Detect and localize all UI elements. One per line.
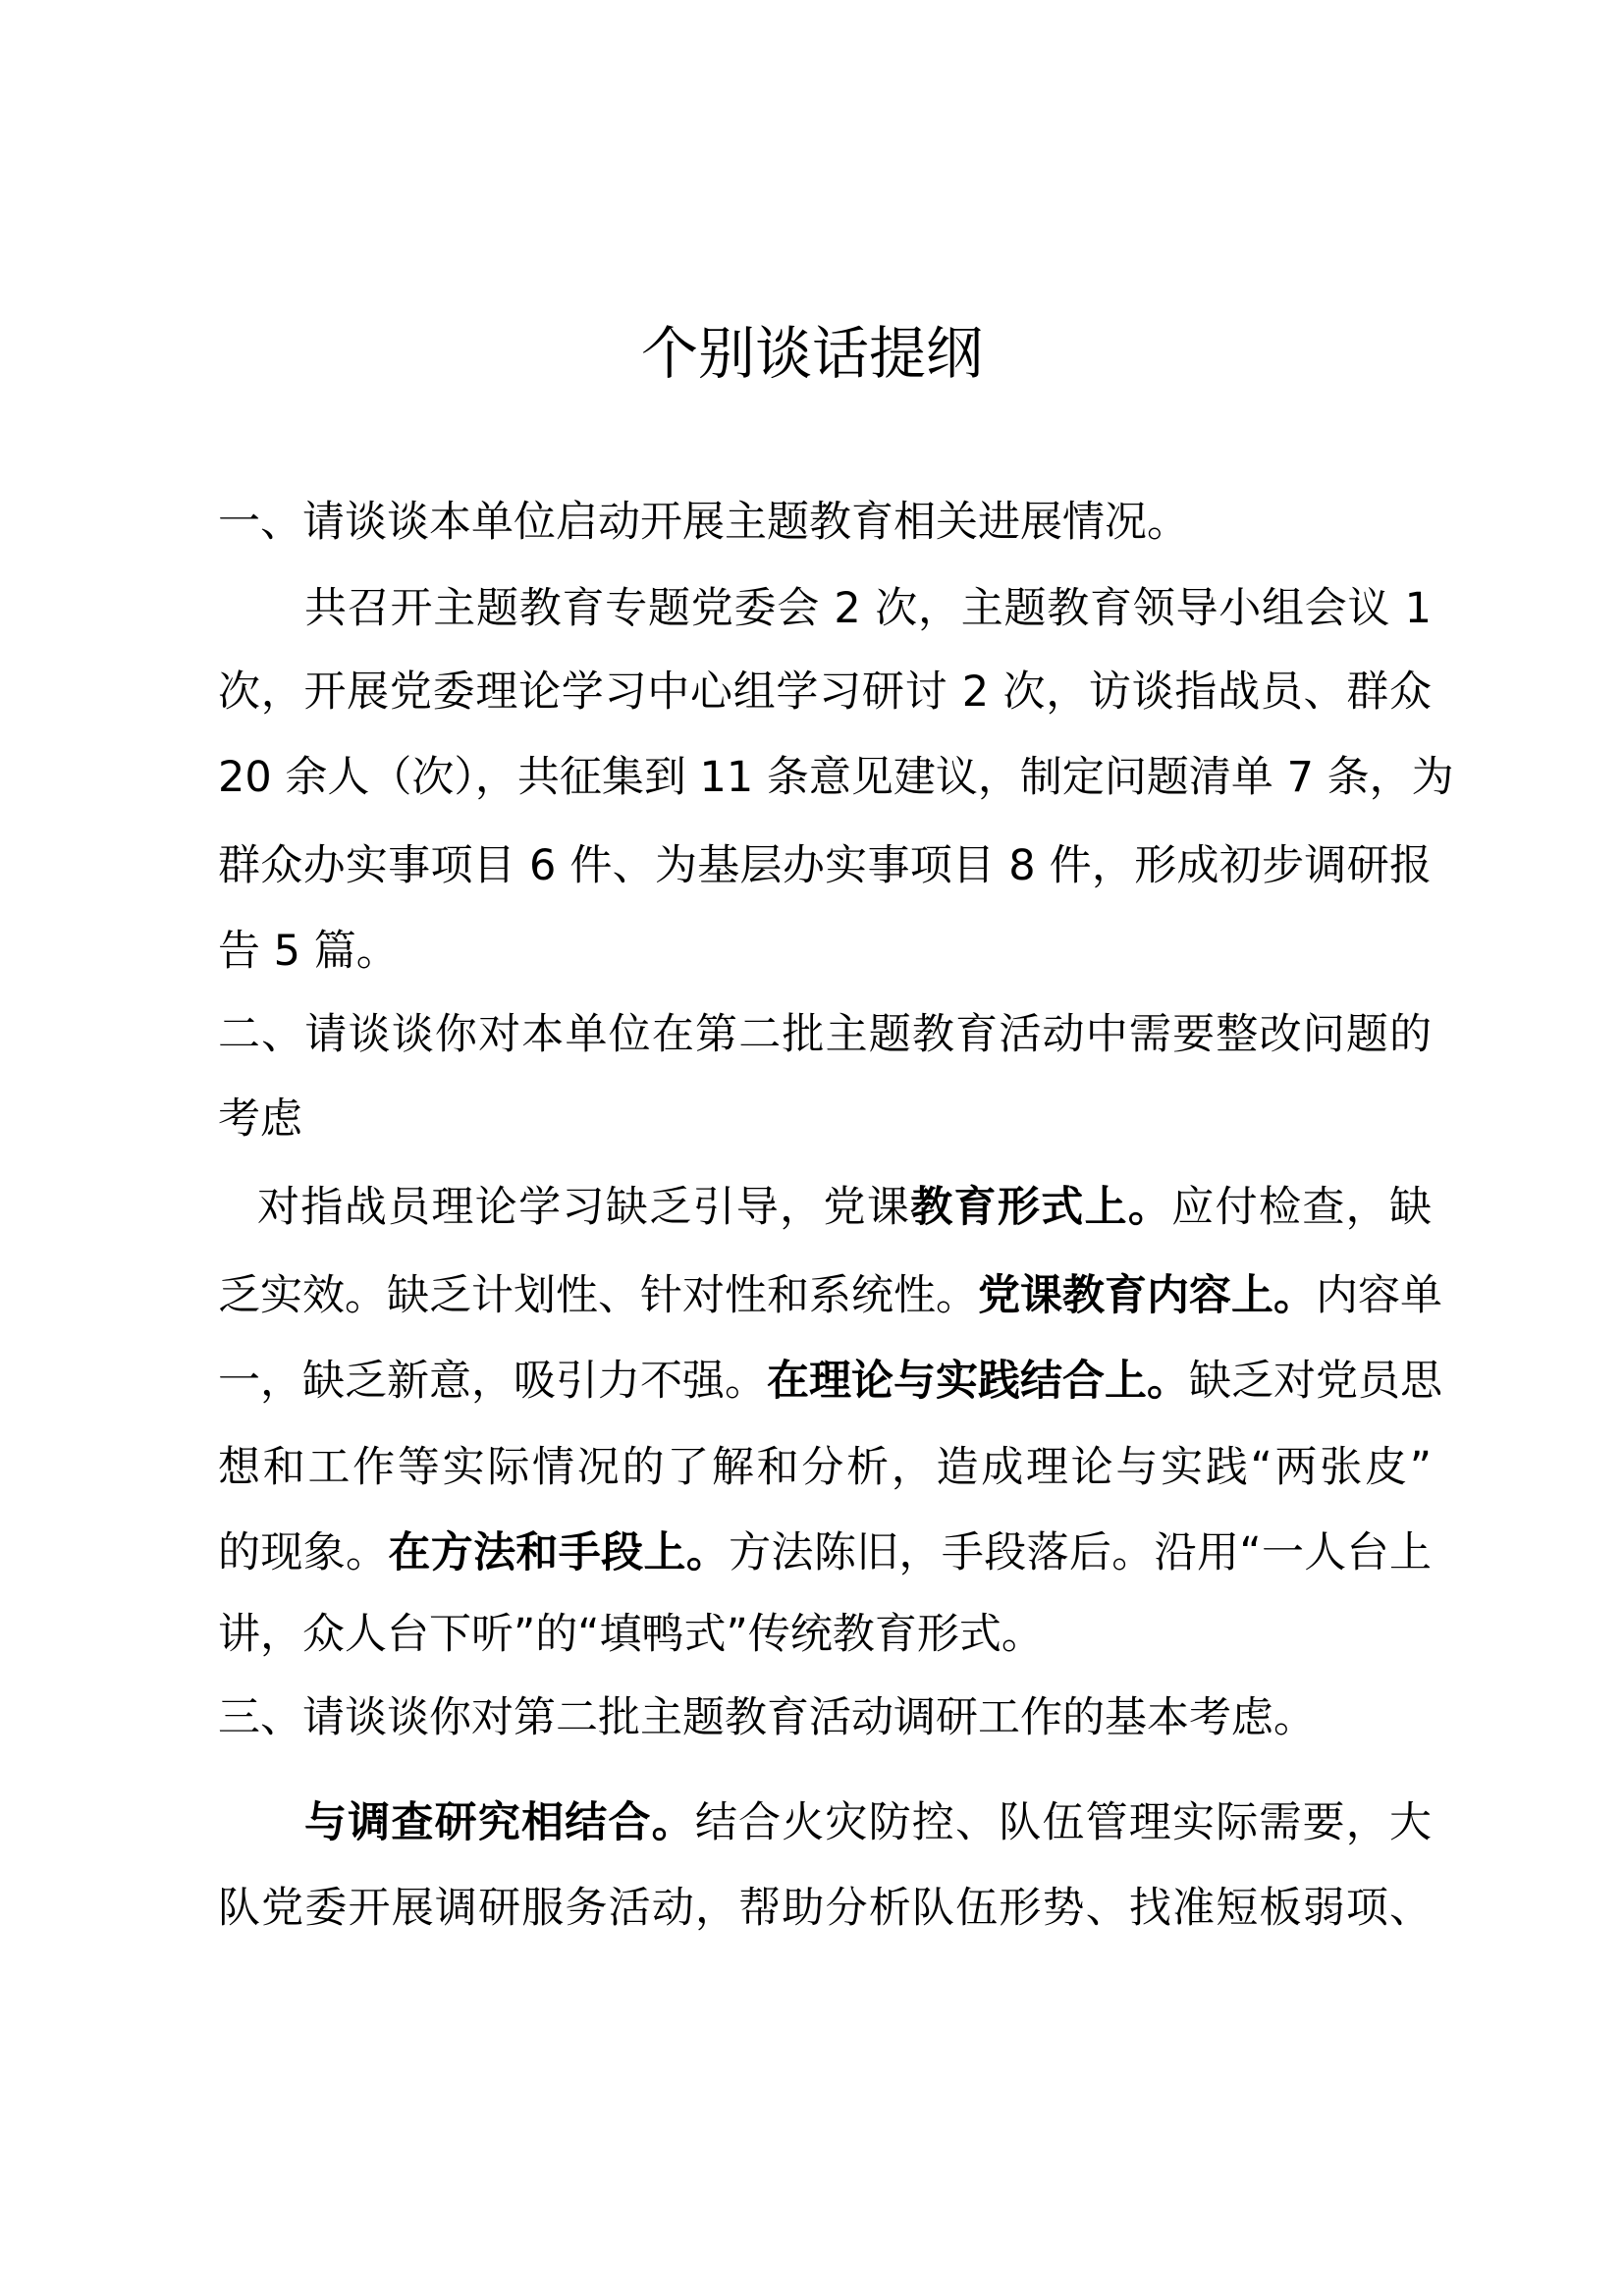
document-title: 个别谈话提纲 xyxy=(640,320,983,387)
paragraph-line xyxy=(218,748,1454,807)
text-segment: 队党委开展调研服务活动，帮助分析队伍形势、找准短板弱项、 xyxy=(218,1884,1432,1933)
text-segment: 共召开主题教育专题党委会 2 次，主题教育领导小组会议 1 xyxy=(304,584,1432,633)
text-segment: 讲，众人台下听”的“填鸭式”传统教育形式。 xyxy=(218,1610,1044,1659)
paragraph-line xyxy=(218,836,1432,895)
text-segment: 乏实效。缺乏计划性、针对性和系统性。 xyxy=(218,1271,978,1320)
bold-emphasis-text: 与调查研究相结合。 xyxy=(304,1798,695,1847)
paragraph-line xyxy=(257,1178,1432,1237)
text-segment: 方法陈旧，手段落后。沿用“一人台上 xyxy=(729,1528,1433,1577)
text-segment: 群众办实事项目 6 件、为基层办实事项目 8 件，形成初步调研报 xyxy=(218,841,1432,890)
text-segment: 的现象。 xyxy=(218,1528,389,1577)
paragraph-line xyxy=(218,1523,1432,1582)
text-segment: 告 5 篇。 xyxy=(218,927,399,976)
paragraph-line xyxy=(218,1879,1432,1938)
heading-1 xyxy=(218,493,1432,552)
paragraph-line xyxy=(218,663,1432,721)
paragraph-line xyxy=(304,1793,1432,1852)
paragraph-line xyxy=(218,1352,1442,1411)
text-segment: 二、请谈谈你对本单位在第二批主题教育活动中需要整改问题的 xyxy=(218,1010,1432,1059)
paragraph-line xyxy=(218,1266,1442,1325)
paragraph-line xyxy=(218,1605,1432,1664)
text-segment: 应付检查，缺 xyxy=(1171,1183,1433,1232)
paragraph-line xyxy=(304,579,1432,638)
text-segment: 想和工作等实际情况的了解和分析，造成理论与实践“两张皮” xyxy=(218,1443,1432,1492)
text-segment: 结合火灾防控、队伍管理实际需要，大 xyxy=(694,1798,1433,1847)
text-segment: 一、请谈谈本单位启动开展主题教育相关进展情况。 xyxy=(218,498,1189,547)
text-segment: 内容单 xyxy=(1316,1271,1442,1320)
text-segment: 20 余人（次），共征集到 11 条意见建议，制定问题清单 7 条，为 xyxy=(218,753,1454,802)
text-segment: 一，缺乏新意，吸引力不强。 xyxy=(218,1357,767,1406)
bold-emphasis-text: 在方法和手段上。 xyxy=(388,1528,730,1577)
bold-emphasis-text: 党课教育内容上。 xyxy=(978,1271,1316,1320)
text-segment: 对指战员理论学习缺乏引导，党课 xyxy=(257,1183,911,1232)
paragraph-line xyxy=(218,922,1432,981)
heading-3 xyxy=(218,1688,1432,1747)
bold-emphasis-text: 教育形式上。 xyxy=(910,1183,1172,1232)
paragraph-line xyxy=(218,1438,1432,1497)
text-segment: 三、请谈谈你对第二批主题教育活动调研工作的基本考虑。 xyxy=(218,1693,1316,1742)
bold-emphasis-text: 在理论与实践结合上。 xyxy=(767,1357,1189,1406)
text-segment: 考虑 xyxy=(218,1095,302,1144)
heading-2 xyxy=(218,1090,1432,1148)
text-segment: 次，开展党委理论学习中心组学习研讨 2 次，访谈指战员、群众 xyxy=(218,667,1432,717)
text-segment: 缺乏对党员思 xyxy=(1189,1357,1442,1406)
heading-2 xyxy=(218,1005,1432,1064)
